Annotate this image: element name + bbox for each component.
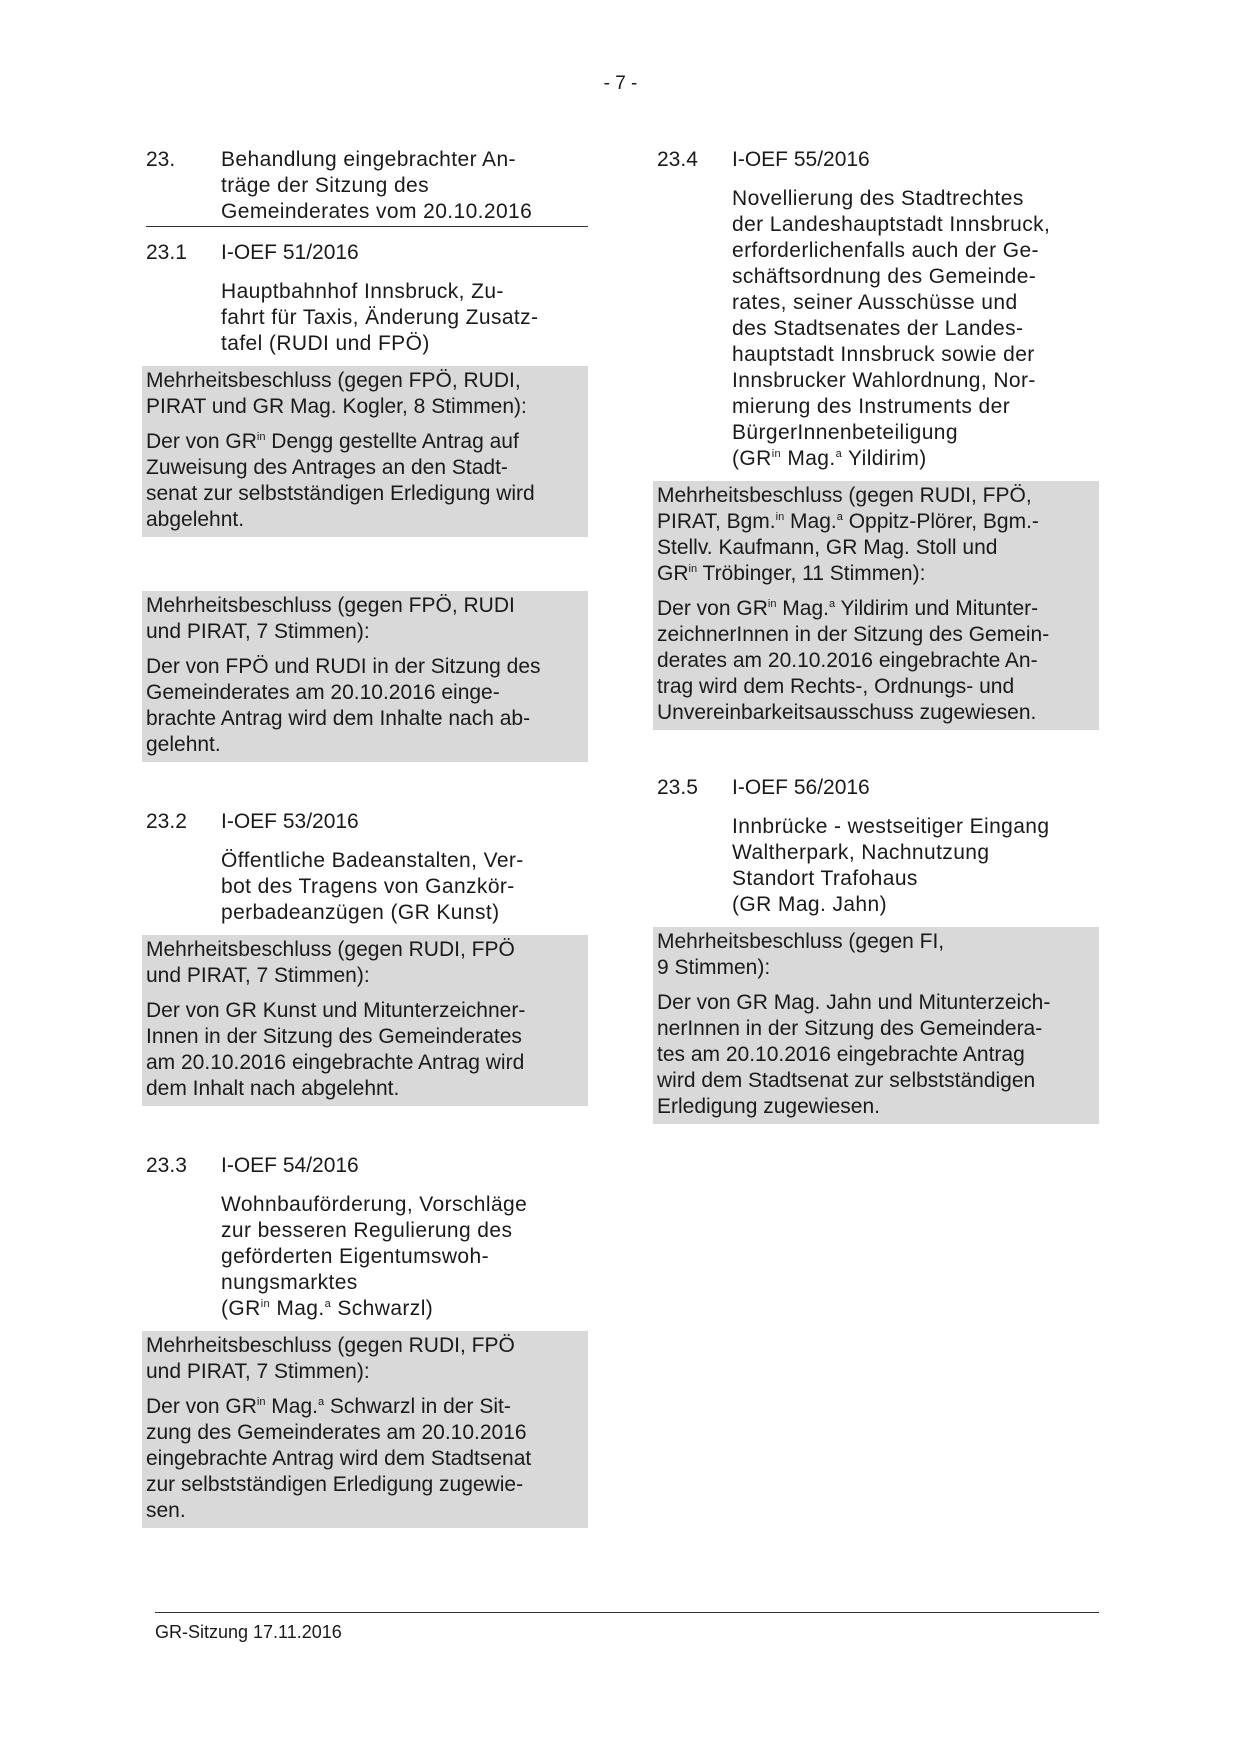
footer-divider: [155, 1612, 1099, 1613]
section-number: 23.: [146, 148, 176, 171]
item-23-3: [146, 1153, 588, 1528]
section-title-line: Gemeinderates vom 20.10.2016: [221, 200, 533, 223]
item-23-2: [146, 809, 588, 1106]
item-reference: I-OEF 53/2016: [221, 810, 359, 833]
page-number: - 7 -: [603, 73, 638, 94]
resolution-text: Der von GR Kunst und Mitunterzeichner- Innen in der Sitzung des Gemeinderates am 20.10.2016 eingebrachte Antrag wird dem Inhalt nach abgelehnt.: [146, 999, 526, 1100]
section-divider: [146, 226, 588, 227]
item-number: 23.4: [657, 148, 698, 171]
item-23-4: [657, 147, 1099, 730]
resolution-box: [142, 591, 588, 762]
vote-result: Mehrheitsbeschluss (gegen RUDI, FPÖ, PIRAT, Bgm.$^{in}$ Mag.$^a$ Oppitz-Plörer, Bgm.- Stellv. Kaufmann, GR Mag. Stoll und $GR^{in}$ Tröbinger, 11 Stimmen):: [657, 484, 1039, 585]
item-title: Öffentliche Badeanstalten, Ver- bot des Tragens von Ganzkör- perbadeanzügen (GR Kunst): [221, 849, 524, 924]
section-title-line: träge der Sitzung des: [221, 174, 430, 197]
item-number: 23.5: [657, 776, 698, 799]
section-title-line: Behandlung eingebrachter An-: [221, 148, 516, 171]
item-23-1: [146, 240, 588, 762]
resolution-text: Der von GR Mag. Jahn und Mitunterzeich- nerInnen in der Sitzung des Gemeindera- tes am 20.10.2016 eingebrachte Antrag wird dem Stadtsenat zur selbstständigen Erledigung zugewiesen.: [657, 991, 1051, 1118]
item-reference: I-OEF 56/2016: [732, 776, 870, 799]
item-title: Wohnbauförderung, Vorschläge zur besseren Regulierung des geförderten Eigentumswoh- nungsmarktes ($GR^{in}$ Mag.$^a$ Schwarzl): [221, 1193, 528, 1320]
vote-result: Mehrheitsbeschluss (gegen RUDI, FPÖ und PIRAT, 7 Stimmen):: [146, 938, 515, 987]
resolution-box: [142, 1331, 588, 1528]
section-title: [221, 147, 588, 225]
right-column: [657, 147, 1099, 1124]
item-reference: I-OEF 54/2016: [221, 1154, 359, 1177]
resolution-box: [653, 927, 1099, 1124]
resolution-text: Der von FPÖ und RUDI in der Sitzung des Gemeinderates am 20.10.2016 einge- brachte Antrag wird dem Inhalte nach ab- gelehnt.: [146, 655, 541, 756]
resolution-box: [653, 481, 1099, 730]
vote-result: Mehrheitsbeschluss (gegen FPÖ, RUDI und PIRAT, 7 Stimmen):: [146, 594, 515, 643]
resolution-text: Der von $GR^{in}$ Dengg gestellte Antrag auf Zuweisung des Antrages an den Stadt- senat zur selbstständigen Erledigung wird abgelehnt.: [146, 430, 535, 531]
section-heading: [146, 147, 588, 225]
vote-result: Mehrheitsbeschluss (gegen FPÖ, RUDI, PIRAT und GR Mag. Kogler, 8 Stimmen):: [146, 369, 527, 418]
resolution-box: [142, 935, 588, 1106]
item-23-5: [657, 775, 1099, 1124]
left-column: [146, 147, 588, 1528]
resolution-box: [142, 366, 588, 537]
item-reference: I-OEF 55/2016: [732, 148, 870, 171]
item-number: 23.2: [146, 810, 187, 833]
item-number: 23.1: [146, 241, 187, 264]
item-reference: I-OEF 51/2016: [221, 241, 359, 264]
vote-result: Mehrheitsbeschluss (gegen FI, 9 Stimmen):: [657, 930, 945, 979]
resolution-text: Der von $GR^{in}$ Mag.$^a$ Schwarzl in der Sit- zung des Gemeinderates am 20.10.2016 eingebrachte Antrag wird dem Stadtsenat zur selbstständigen Erledigung zugewie- sen.: [146, 1395, 532, 1522]
item-title: Innbrücke - westseitiger Eingang Waltherpark, Nachnutzung Standort Trafohaus (GR Mag. Jahn): [732, 815, 1050, 916]
vote-result: Mehrheitsbeschluss (gegen RUDI, FPÖ und PIRAT, 7 Stimmen):: [146, 1334, 515, 1383]
item-title: Novellierung des Stadtrechtes der Landeshauptstadt Innsbruck, erforderlichenfalls auch der Ge- schäftsordnung des Gemeinde- rates, seiner Ausschüsse und des Stadtsenates der Landes- hauptstadt Innsbruck sowie der Innsbrucker Wahlordnung, Nor- mierung des Instruments der BürgerInnenbeteiligung ($GR^{in}$ Mag.$^a$ Yildirim): [732, 187, 1051, 470]
resolution-text: Der von $GR^{in}$ Mag.$^a$ Yildirim und Mitunter- zeichnerInnen in der Sitzung des Gemein- derates am 20.10.2016 eingebrachte An- trag wird dem Rechts-, Ordnungs- und Unvereinbarkeitsausschuss zugewiesen.: [657, 597, 1050, 724]
item-title: Hauptbahnhof Innsbruck, Zu- fahrt für Taxis, Änderung Zusatz- tafel (RUDI und FPÖ): [221, 280, 539, 355]
footer-text: GR-Sitzung 17.11.2016: [155, 1622, 342, 1642]
item-number: 23.3: [146, 1154, 187, 1177]
